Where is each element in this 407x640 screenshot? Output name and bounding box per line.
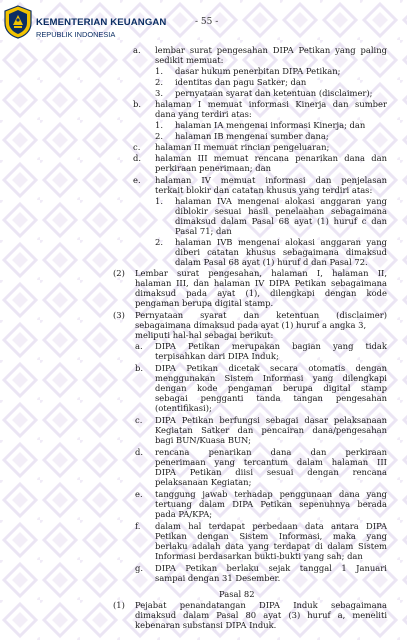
body-line: Informasi berdasarkan bukti-bukti yang sah; dan [155,551,363,561]
item-marker: e. [135,489,143,499]
body-line: dalam hal terdapat perbedaan data antara DIPA [155,521,387,531]
item-marker: b. [135,363,144,373]
body-line: diberi catatan khusus sebagaimana dimaksud [175,247,387,257]
body-line: kebenaran substansi DIPA Induk. [135,620,277,630]
item-marker: 3. [155,88,163,98]
body-line: halaman III, dan halaman IV DIPA Petikan sebagaimana [135,278,387,288]
body-line: halaman II memuat rincian pengeluaran; [155,142,330,152]
body-line: dalam Pasal 68 ayat (1) huruf d dan Pasal 72. [175,257,368,267]
body-line: halaman IA mengenai informasi Kinerja; dan [175,120,366,130]
body-line: (otentifikasi); [155,403,212,413]
body-line: Pejabat penandatangan DIPA Induk sebagaimana [135,600,387,610]
clause-marker: (1) [113,600,125,610]
item-marker: c. [133,142,141,152]
ministry-name: KEMENTERIAN KEUANGAN [36,17,167,28]
body-line: diblokir sesuai hasil penelaahan sebagaimana [175,206,387,216]
item-marker: 2. [155,77,163,87]
item-marker: f. [135,521,141,531]
body-line: dimaksud dalam Pasal 68 ayat (1) huruf c dan [175,216,387,226]
body-line: dasar hukum penerbitan DIPA Petikan; [175,66,341,76]
body-line: bagi BUN/Kuasa BUN; [155,435,251,445]
item-marker: c. [135,415,143,425]
body-line: perkiraan penerimaan; dan [155,163,272,173]
body-line: penerimaan yang tercantum dalam halaman III [155,457,387,467]
item-marker: a. [135,341,143,351]
item-marker: 1. [155,196,163,206]
body-line: Kegiatan Satker dan pencairan dana/pengesahan [155,425,387,435]
body-line: identitas dan pagu Satker; dan [175,77,307,87]
body-line: sampai dengan 31 Desember. [155,573,281,583]
item-marker: 2. [155,237,163,247]
body-line: terpisahkan dari DIPA Induk; [155,351,279,361]
body-line: Pasal 71; dan [175,226,232,236]
body-line: DIPA Petikan berlaku sejak tanggal 1 Januari [155,563,387,573]
body-line: tanggung jawab terhadap penggunaan dana yang [155,489,387,499]
body-line: sedikit memuat: [155,55,224,65]
body-line: dimaksud pada ayat (1), dilengkapi dengan kode [135,288,387,298]
item-marker: 1. [155,120,163,130]
clause-marker: (2) [113,268,125,278]
body-line: berlaku adalah data yang terdapat di dalam Sistem [155,541,387,551]
body-line: halaman IB mengenai sumber dana; [175,131,329,141]
article-heading: Pasal 82 [219,589,255,599]
body-line: meliputi hal-hal sebagai berikut: [135,330,274,340]
body-line: Pernyataan syarat dan ketentuan (disclaimer) [135,310,387,320]
body-line: rencana penarikan dana dan perkiraan [155,447,387,457]
body-line: tertuang dalam DIPA Petikan sepenuhnya berada [155,499,387,509]
clause-marker: (3) [113,310,125,320]
body-line: menggunakan Sistem Informasi yang dilengkapi [155,373,387,383]
body-line: sebagaimana dimaksud pada ayat (1) huruf a angka 3, [135,320,367,330]
body-line: pengaman berupa digital stamp. [135,298,274,308]
body-line: pada PA/KPA; [155,509,213,519]
item-marker: a. [133,45,141,55]
body-line: pelaksanaan Kegiatan; [155,477,252,487]
body-line: DIPA Petikan berfungsi sebagai dasar pelaksanaan [155,415,387,425]
item-marker: g. [135,563,144,573]
body-line: halaman I memuat informasi Kinerja dan sumber [155,99,387,109]
body-line: Lembar surat pengesahan, halaman I, halaman II, [135,268,387,278]
body-line: DIPA Petikan diisi sesuai dengan rencana [155,467,387,477]
body-line: halaman III memuat rencana penarikan dana dan [155,153,387,163]
item-marker: e. [133,175,141,185]
ministry-subtitle: REPUBLIK INDONESIA [36,30,116,39]
body-line: dana yang terdiri atas: [155,109,252,119]
body-line: pernyataan syarat dan ketentuan (disclaimer); [175,88,373,98]
body-line: halaman IV memuat informasi dan penjelasan [155,175,387,185]
item-marker: b. [133,99,142,109]
body-line: sebagai pengganti tanda tangan pengesahan [155,393,387,403]
item-marker: 1. [155,66,163,76]
item-marker: d. [133,153,142,163]
item-marker: d. [135,447,144,457]
body-line: Petikan dengan Sistem Informasi, maka yang [155,531,387,541]
body-line: halaman IVA mengenai alokasi anggaran yang [175,196,387,206]
body-line: dengan kode pengaman berupa digital stamp [155,383,387,393]
body-line: terkait blokir dan catatan khusus yang terdiri atas: [155,185,373,195]
body-line: dimaksud dalam Pasal 80 ayat (3) huruf a, meneliti [135,610,387,620]
body-line: DIPA Petikan dicetak secara otomatis dengan [155,363,387,373]
item-marker: 2. [155,131,163,141]
body-line: halaman IVB mengenai alokasi anggaran yang [175,237,387,247]
body-line: lembar surat pengesahan DIPA Petikan yang paling [155,45,387,55]
body-line: DIPA Petikan merupakan bagian yang tidak [155,341,387,351]
page-number: - 55 - [195,17,219,27]
